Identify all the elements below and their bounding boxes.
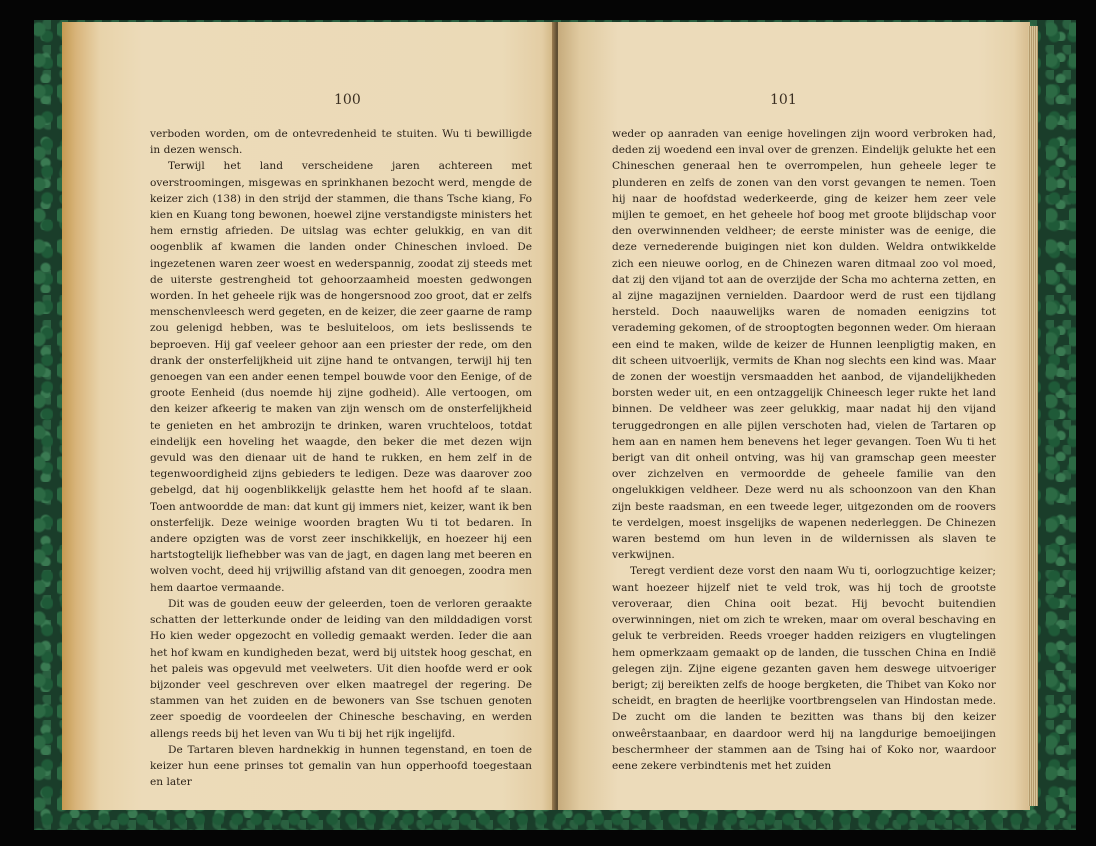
page-text	[612, 126, 996, 774]
page-number: 101	[770, 92, 797, 108]
paragraph: Teregt verdient deze vorst den naam Wu ti, oorlogzuchtige keizer; want hoezeer hijzelf niet te veld trok, was hij toch de grootste veroveraar, dien China ooit bezat. Hij bevocht buitendien overwinningen, niet om zich te wreken, maar om overal beschaving en geluk te verbreiden. Reeds vroeger hadden reizigers en vlugtelingen hem opmerkzaam gemaakt op de landen, die tusschen China en Indië gelegen zijn. Zijne eigene gezanten gaven hem deswege uitvoeriger berigt; zij bereikten zelfs de hooge bergketen, die Thibet van Koko nor scheidt, en bragten de heerlijke voortbrengselen van Hindostan mede. De zucht om die landen te bezitten was thans bij den keizer onweêrstaanbaar, en daardoor werd hij na langdurige bemoeijingen beschermheer der stammen aan de Tsing hai of Koko nor, waardoor eene zekere verbindtenis met het zuiden	[612, 565, 996, 772]
paragraph: weder op aanraden van eenige hovelingen zijn woord verbroken had, deden zij woedend een inval over de grenzen. Eindelijk gelukte het een Chineschen generaal hen te overrompelen, hun geheele leger te plunderen en zelfs de zonen van den vorst gevangen te nemen. Toen hij naar de hoofdstad wederkeerde, ging de keizer hem zeer vele mijlen te gemoet, en het geheele hof boog met groote blijdschap voor den overwinnenden veldheer; de eerste minister was de eenige, die deze vernederende buigingen niet kon dulden. Weldra ontwikkelde zich een nieuwe oorlog, en de Chinezen waren ditmaal zoo vol moed, dat zij den vijand tot aan de overzijde der Scha mo achterna zetten, en al zijne magazijnen vernielden. Daardoor werd de rust een tijdlang hersteld. Doch naauwelijks waren de nomaden eenigzins tot verademing gekomen, of de strooptogten begonnen weder. Om hieraan een eind te maken, wilde de keizer de Hunnen leenpligtig maken, en dit scheen uitvoerlijk, vermits de Khan nog slechts een kind was. Maar de zonen der woestijn versmaadden het aanbod, de vijandelijkheden borsten weder uit, en een ontzaggelijk Chineesch leger rukte het land binnen. De veldheer was zeer gelukkig, maar nadat hij den vijand teruggedrongen en alle pijlen verschoten had, vielen de Tartaren op hem aan en namen hem benevens het leger gevangen. Toen Wu ti het berigt van dit onheil ontving, was hij van gramschap geen meester over zichzelven en vermoordde de geheele familie van den ongelukkigen veldheer. Deze werd nu als schoonzoon van den Khan zijn beste raadsman, en een tweede leger, uitgezonden om de roovers te verdelgen, moest insgelijks de wapenen nederleggen. De Chinezen waren bestemd om hun leven in de wildernissen als slaven te verkwijnen.	[612, 128, 996, 562]
right-page	[558, 22, 1030, 810]
paragraph: Dit was de gouden eeuw der geleerden, toen de verloren geraakte schatten der letterkunde onder de leiding van den milddadigen vorst Ho kien weder opgezocht en volledig gemaakt werden. Ieder die aan het hof kwam en kundigheden bezat, werd bij uitstek hoog geschat, en het paleis was opgevuld met veelweters. Uit dien hoofde werd er ook bijzonder veel geschreven over elken maatregel der regering. De stammen van het zuiden en de bewoners van Sse tschuen genoten zeer spoedig de voordeelen der Chinesche beschaving, en werden allengs reeds bij het leven van Wu ti bij het rijk ingelijfd.	[150, 597, 532, 740]
page-edges	[1028, 26, 1038, 806]
left-page	[62, 22, 556, 810]
page-text	[150, 126, 532, 790]
paragraph: Terwijl het land verscheidene jaren achtereen met overstroomingen, misgewas en sprinkhanen bezocht werd, mengde de keizer zich (138) in den strijd der stammen, die thans Tsche kiang, Fo kien en Kuang tong bewonen, hoewel zijne verstandigste ministers het hem ernstig afrieden. De uitslag was echter gelukkig, en van dit oogenblik af kwamen die landen onder Chineschen invloed. De ingezetenen waren zeer woest en wederspannig, zoodat zij steeds met de uiterste gestrengheid tot gehoorzaamheid moesten gedwongen worden. In het geheele rijk was de hongersnood zoo groot, dat er zelfs menschenvleesch werd gegeten, en de keizer, die zeer gaarne de ramp zou gelenigd hebben, was te besluiteloos, om iets beslissends te beproeven. Hij gaf veeleer gehoor aan een priester der rede, om den drank der onsterfelijkheid uit zijne hand te ontvangen, terwijl hij ten genoegen van een ander eenen tempel bouwde voor den Eenige, of de groote Eenheid (dus noemde hij zijne godheid). Alle vertoogen, om den keizer afkeerig te maken van zijn wensch om de onsterfelijkheid te genieten en het ambrozijn te drinken, waren vruchteloos, totdat eindelijk een hoveling het waagde, den beker die met dezen wijn gevuld was den dienaar uit de hand te rukken, en hem zelf in de tegenwoordigheid zijns gebieders te ledigen. Deze was daarover zoo gebelgd, dat hij oogenblikkelijk gelastte hem het hoofd af te slaan. Toen antwoordde de man: dat kunt gij immers niet, keizer, want ik ben onsterfelijk. Deze weinige woorden bragten Wu ti tot bedaren. In andere opzigten was de vorst zeer inschikkelijk, en hoezeer hij een hartstogtelijk liefhebber was van de jagt, en dagen lang met beeren en wolven vocht, deed hij vrijwillig afstand van dit genoegen, zoodra men hem daartoe vermaande.	[150, 160, 532, 594]
page-number: 100	[334, 92, 361, 108]
paragraph: verboden worden, om de ontevredenheid te stuiten. Wu ti bewilligde in dezen wensch.	[150, 128, 532, 157]
paragraph: De Tartaren bleven hardnekkig in hunnen tegenstand, en toen de keizer hun eene prinses tot gemalin van hun opperhoofd toegestaan en later	[150, 743, 532, 789]
